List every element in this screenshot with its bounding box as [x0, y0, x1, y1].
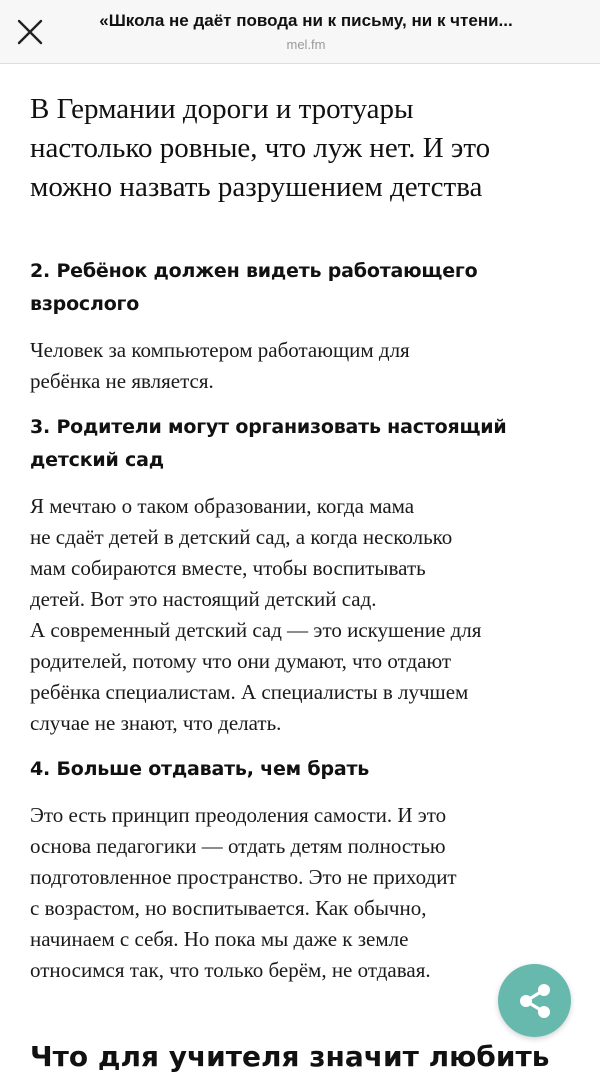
paragraph-line: мам собираются вместе, чтобы воспитывать — [30, 556, 426, 580]
section-heading-4 — [30, 753, 575, 786]
paragraph-line: ребёнка специалистам. А специалисты в лучшем — [30, 680, 469, 704]
share-button[interactable] — [498, 964, 571, 1037]
paragraph-line: не сдаёт детей в детский сад, а когда несколько — [30, 525, 453, 549]
top-bar — [0, 0, 600, 64]
quote-line: можно назвать разрушением детства — [30, 171, 483, 203]
section-heading-2 — [30, 255, 575, 321]
heading-line: 3. Родители могут организовать настоящий — [30, 416, 507, 438]
paragraph-line: Это есть принцип преодоления самости. И это — [30, 803, 447, 827]
paragraph-line: ребёнка не является. — [30, 369, 214, 393]
share-icon — [513, 979, 557, 1023]
pull-quote — [30, 90, 575, 207]
section-paragraph-4 — [30, 800, 575, 986]
paragraph-line: родителей, потому что они думают, что отдают — [30, 649, 452, 673]
heading-line: 2. Ребёнок должен видеть работающего — [30, 260, 478, 282]
paragraph-line: Я мечтаю о таком образовании, когда мама — [30, 494, 415, 518]
page-title: «Школа не даёт повода ни к письму, ни к чтени... — [99, 11, 513, 30]
paragraph-line: с возрастом, но воспитывается. Как обычно, — [30, 896, 427, 920]
heading-line: взрослого — [30, 293, 140, 315]
article-content — [30, 64, 575, 1075]
close-button[interactable] — [14, 16, 46, 48]
section-heading-3 — [30, 411, 575, 477]
paragraph-line: основа педагогики — отдать детям полностью — [30, 834, 446, 858]
paragraph-line: А современный детский сад — это искушение для — [30, 618, 482, 642]
section-paragraph-2 — [30, 335, 575, 397]
heading-line: детский сад — [30, 449, 164, 471]
section-paragraph-3 — [30, 491, 575, 739]
close-icon — [16, 18, 44, 46]
paragraph-line: Человек за компьютером работающим для — [30, 338, 410, 362]
paragraph-line: детей. Вот это настоящий детский сад. — [30, 587, 377, 611]
paragraph-line: подготовленное пространство. Это не приходит — [30, 865, 457, 889]
paragraph-line: начинаем с себя. Но пока мы даже к земле — [30, 927, 409, 951]
heading-line: 4. Больше отдавать, чем брать — [30, 758, 370, 780]
quote-line: В Германии дороги и тротуары — [30, 93, 414, 125]
next-section-title: Что для учителя значит любить — [30, 1040, 550, 1073]
paragraph-line: относимся так, что только берём, не отдавая. — [30, 958, 431, 982]
paragraph-line: случае не знают, что делать. — [30, 711, 282, 735]
quote-line: настолько ровные, что луж нет. И это — [30, 132, 491, 164]
page-domain: mel.fm — [286, 37, 326, 52]
